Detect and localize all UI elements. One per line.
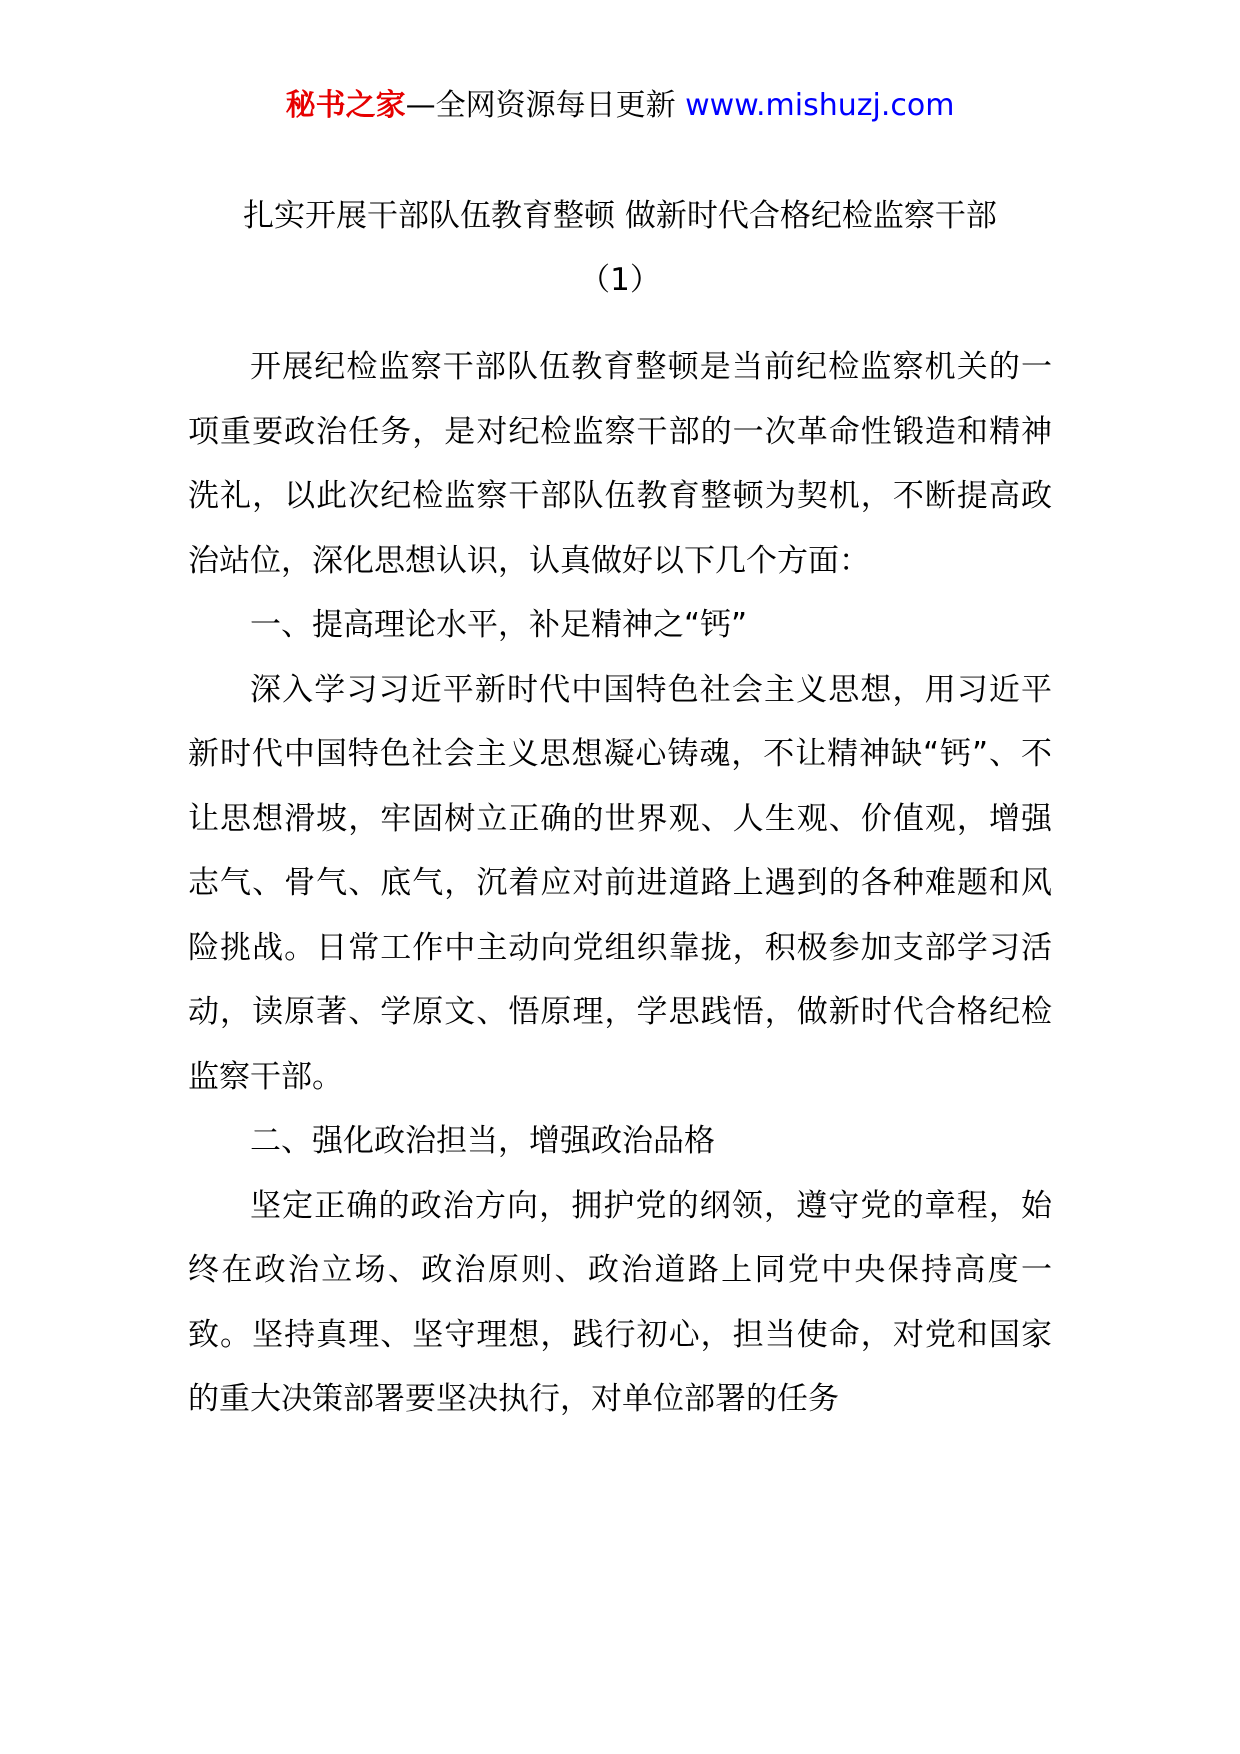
site-tagline: —全网资源每日更新 (405, 88, 676, 123)
site-brand: 秘书之家 (285, 88, 406, 123)
section-heading-2: 二、强化政治担当，增强政治品格 (250, 1123, 715, 1159)
site-url-link[interactable]: www.mishuzj.com (685, 88, 955, 123)
section-paragraph-2: 坚定正确的政治方向，拥护党的纲领，遵守党的章程，始终在政治立场、政治原则、政治道路上同党中央保持高度一致。坚持真理、坚守理想，践行初心，担当使命，对党和国家的重大决策部署要坚决执行，对单位部署的任务 (188, 1187, 1052, 1417)
site-header (0, 86, 1240, 126)
section-heading-1: 一、提高理论水平，补足精神之“钙” (250, 607, 748, 643)
document-title: 扎实开展干部队伍教育整顿 做新时代合格纪检监察干部 (243, 198, 997, 234)
document-title-number: （1） (579, 262, 661, 298)
intro-paragraph: 开展纪检监察干部队伍教育整顿是当前纪检监察机关的一项重要政治任务，是对纪检监察干部的一次革命性锻造和精神洗礼，以此次纪检监察干部队伍教育整顿为契机，不断提高政治站位，深化思想认识，认真做好以下几个方面： (188, 349, 1052, 579)
section-paragraph-1: 深入学习习近平新时代中国特色社会主义思想，用习近平新时代中国特色社会主义思想凝心铸魂，不让精神缺“钙”、不让思想滑坡，牢固树立正确的世界观、人生观、价值观，增强志气、骨气、底气，沉着应对前进道路上遇到的各种难题和风险挑战。日常工作中主动向党组织靠拢，积极参加支部学习活动，读原著、学原文、悟原理，学思践悟，做新时代合格纪检监察干部。 (188, 671, 1052, 1095)
document-body (188, 335, 1052, 1432)
